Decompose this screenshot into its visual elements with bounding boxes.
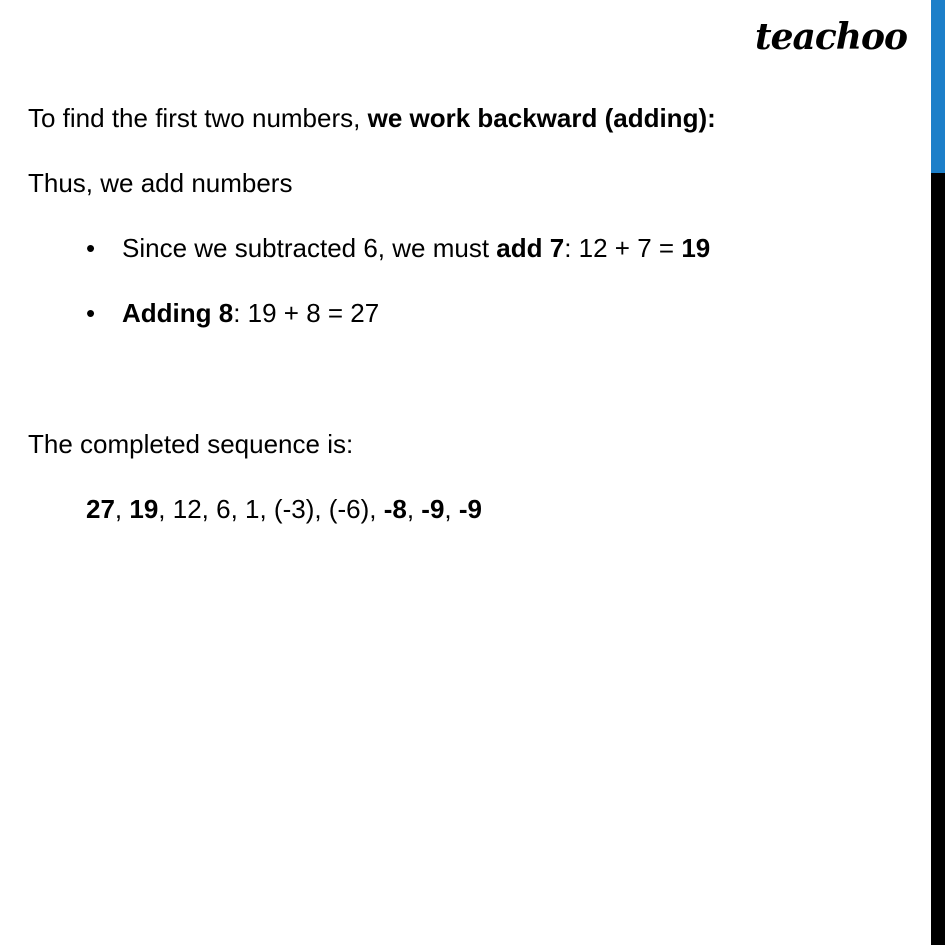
bullet-1-bold: add 7	[496, 233, 565, 263]
bullet-2-rest: : 19 + 8 = 27	[233, 298, 380, 328]
sequence-term-1: 27	[86, 494, 115, 524]
bullet-1-pre: Since we subtracted 6, we must	[122, 233, 497, 263]
sequence-term-2: 19	[129, 494, 159, 524]
bullet-1-mid: : 12 + 7 =	[564, 233, 682, 263]
sequence-sep-1: ,	[114, 494, 130, 524]
bullet-marker: •	[86, 233, 96, 263]
bullet-marker: •	[86, 298, 96, 328]
sequence-line	[86, 493, 482, 525]
intro-text: To find the first two numbers,	[28, 103, 368, 133]
side-bar-accent	[931, 0, 945, 173]
bullet-item-2	[122, 297, 379, 329]
bullet-1-result: 19	[681, 233, 711, 263]
sequence-term-8: -8	[383, 494, 407, 524]
sequence-sep-2: ,	[406, 494, 422, 524]
thus-line: Thus, we add numbers	[28, 168, 293, 198]
intro-line	[28, 102, 716, 134]
sequence-label: The completed sequence is:	[28, 429, 354, 459]
bullet-item-1	[122, 232, 710, 264]
sequence-sep-3: ,	[444, 494, 459, 524]
right-side-bar	[931, 0, 945, 945]
sequence-term-9: -9	[421, 494, 445, 524]
sequence-middle: , 12, 6, 1, (-3), (-6),	[158, 494, 384, 524]
teachoo-logo: teachoo	[755, 16, 907, 58]
bullet-2-bold: Adding 8	[122, 298, 234, 328]
sequence-term-10: -9	[458, 494, 482, 524]
intro-bold: we work backward (adding):	[367, 103, 716, 133]
